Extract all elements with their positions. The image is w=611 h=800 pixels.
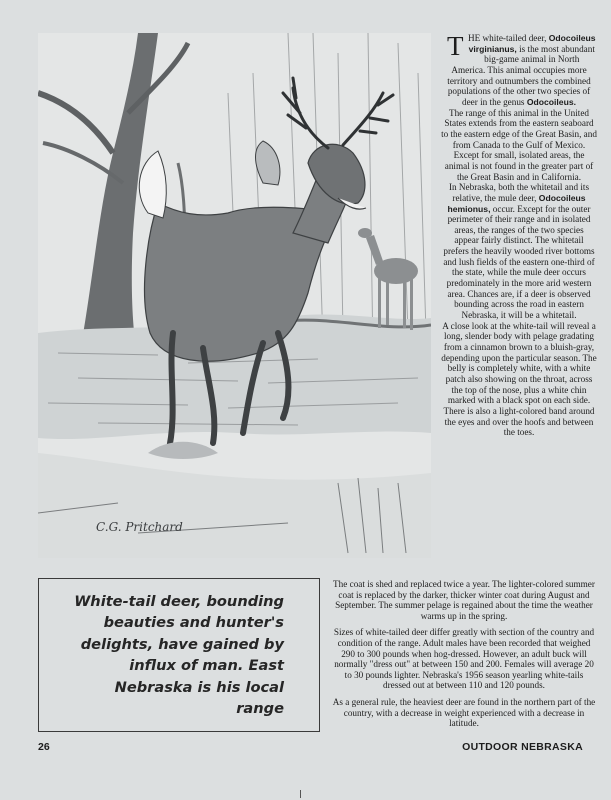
deer-drawing <box>38 33 431 558</box>
paragraph-1 <box>441 33 597 108</box>
p1-scientific-name: Odocoileus virginianus, <box>468 33 596 54</box>
paragraph-2: The range of this animal in the United States extends from the eastern seaboard to the eastern edge of the Great Basin, and from Canada to the Gulf of Mexico. Except for small, isolated areas, the animal is not found in the greater part of the Great Basin and in California. <box>441 107 597 182</box>
magazine-name: OUTDOOR NEBRASKA <box>462 741 583 753</box>
paragraph-4: A close look at the white-tail will reveal a long, slender body with pelage gradating from a cinnamon brown to a bluish-gray, depending upon the particular season. The belly is completely white, with a white patch also showing on the throat, across the top of the nose, plus a white chin marked with a black spot on each side. There is also a light-colored band around the eyes and over the hoofs and between the toes. <box>441 320 597 438</box>
article-column-right <box>441 33 597 578</box>
article-column-bottom <box>331 579 597 729</box>
p1-intro: HE white-tailed deer, <box>467 33 547 43</box>
illustration-signature: C.G. Pritchard <box>96 520 183 534</box>
paragraph-5: The coat is shed and replaced twice a year. The lighter-colored summer coat is replaced by the darker, thicker winter coat during August and September. The summer pelage is regained about the time the weather warms up in the spring. <box>333 579 595 621</box>
caption-box <box>38 578 320 732</box>
p1-body: is the most abundant big-game animal in North America. This animal occupies more territory and outnumbers the combined populations of the other two species of deer in the genus <box>447 43 595 107</box>
paragraph-3 <box>441 182 597 321</box>
page-number: 26 <box>38 741 50 753</box>
p3-scientific-name: Odocoileus hemionus, <box>447 192 586 214</box>
drop-cap: T <box>447 33 464 61</box>
crop-mark <box>300 790 301 798</box>
p3-intro: In Nebraska, both the whitetail and its relative, the mule deer, <box>448 182 590 203</box>
p3-body: occur. Except for the outer perimeter of their range and in isolated areas, the ranges of the two species appear fairly distinct. The whitetail prefers the heavily wooded river bottoms and lush fields of the eastern one-third of the state, while the mule deer occurs predominately in the more arid western area. Chances are, if a deer is observed bounding across the road in eastern Nebraska, it will be a whitetail. <box>443 203 595 321</box>
caption-text: White-tail deer, bounding beauties and hunter's delights, have gained by influx of man. East Nebraska is his local range <box>74 592 284 717</box>
paragraph-6: Sizes of white-tailed deer differ greatly with section of the country and condition of the range. Adult males have been recorded that weighed 290 to 300 pounds when hog-dressed. However, an adult buck will normally "dress out" at between 150 and 200. Females will average 20 to 30 pounds lighter. Nebraska's 1956 season yearling white-tails dressed out at between 110 and 120 pounds. <box>333 627 595 691</box>
paragraph-7: As a general rule, the heaviest deer are found in the northern part of the country, with a decrease in weight experienced with a decrease in latitude. <box>332 696 596 729</box>
deer-illustration <box>38 33 431 558</box>
p1-genus: Odocoileus. <box>526 96 576 107</box>
